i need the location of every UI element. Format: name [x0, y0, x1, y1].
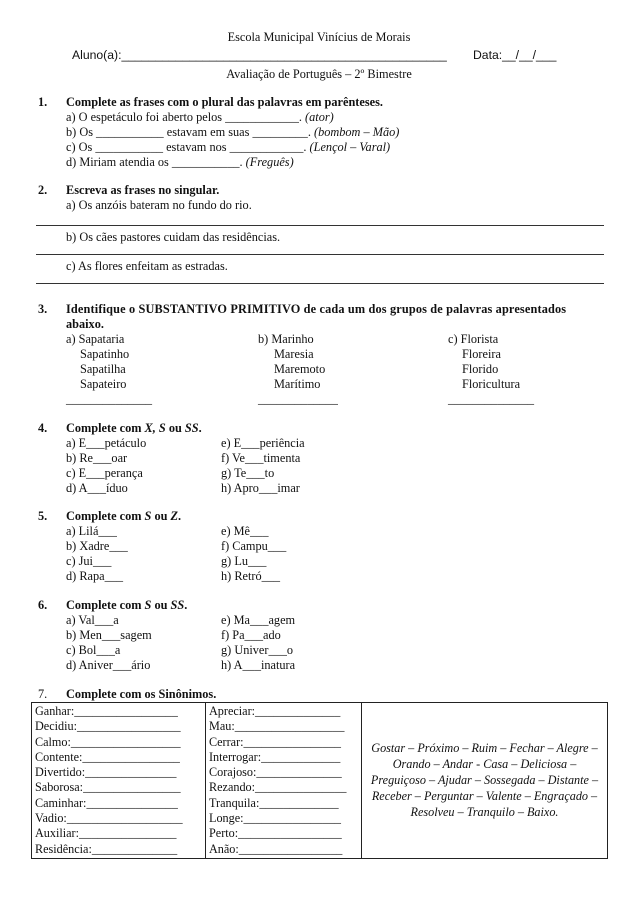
synonym-field[interactable]: Decidiu:_________________	[35, 719, 181, 734]
question-7	[38, 687, 608, 702]
question-number: 2.	[38, 183, 48, 197]
question-prompt: Escreva as frases no singular.	[66, 183, 220, 197]
q3-group-a: a) Sapataria Sapatinho Sapatilha Sapateiro ______________	[66, 332, 153, 406]
synonym-field[interactable]: Contente:________________	[35, 749, 180, 764]
q5-left-column	[66, 524, 128, 584]
synonym-field[interactable]: Corajoso:______________	[209, 765, 342, 780]
synonym-field[interactable]: Longe:________________	[209, 811, 342, 826]
fill-item[interactable]: f) Pa___ado	[221, 628, 281, 642]
question-prompt-cont: abaixo.	[66, 317, 104, 331]
fill-item[interactable]: c) E___perança	[66, 466, 143, 480]
question-number: 6.	[38, 598, 48, 612]
date-field[interactable]: Data:__/__/___	[473, 48, 557, 62]
question-prompt: Complete as frases com o plural das palavras em parênteses.	[66, 95, 383, 109]
q2-item-b: b) Os cães pastores cuidam das residências.	[66, 230, 281, 244]
question-5	[38, 509, 608, 524]
school-name: Escola Municipal Vinícius de Morais	[227, 30, 411, 44]
fill-item[interactable]: b) Men___sagem	[66, 628, 152, 642]
fill-item[interactable]: b) Re___oar	[66, 451, 128, 465]
fill-item[interactable]: d) Aniver___ário	[66, 658, 151, 672]
word-bank: Gostar – Próximo – Ruim – Fechar – Alegre – Orando – Andar - Casa – Deliciosa – Preguiçoso – Ajudar – Sossegada – Distante – Receber – Perguntar – Valente – Engraçado – Resolveu – Tranquilo – Baixo.	[362, 703, 608, 859]
fill-item[interactable]: b) Xadre___	[66, 539, 128, 553]
synonym-field[interactable]: Auxiliar:________________	[35, 826, 177, 841]
student-name-field[interactable]: Aluno(a):________________________________________________	[72, 48, 447, 62]
fill-item[interactable]: e) E___periência	[221, 436, 305, 450]
fill-item[interactable]: f) Ve___timenta	[221, 451, 301, 465]
answer-blank[interactable]: ______________	[66, 392, 153, 406]
fill-item[interactable]: a) E___petáculo	[66, 436, 147, 450]
answer-blank[interactable]: _____________	[258, 392, 338, 406]
question-number: 1.	[38, 95, 48, 109]
synonym-field[interactable]: Calmo:__________________	[35, 734, 181, 749]
fill-item[interactable]: g) Univer___o	[221, 643, 294, 657]
q1-item-c[interactable]: c) Os ___________ estavam nos ____________. (Lençol – Varal)	[66, 140, 391, 154]
question-number: 3.	[38, 302, 48, 316]
answer-line[interactable]	[36, 254, 604, 255]
answer-line[interactable]	[36, 283, 604, 284]
answer-blank[interactable]: ______________	[448, 392, 535, 406]
question-3	[38, 302, 608, 332]
fill-item[interactable]: g) Te___to	[221, 466, 275, 480]
synonyms-column-2	[206, 703, 362, 859]
fill-item[interactable]: d) A___íduo	[66, 481, 128, 495]
q6-left-column	[66, 613, 152, 673]
synonym-field[interactable]: Interrogar:_____________	[209, 749, 341, 764]
question-prompt: Complete com os Sinônimos.	[66, 687, 217, 701]
synonym-field[interactable]: Residência:______________	[35, 841, 178, 856]
q4-right-column	[221, 436, 305, 496]
evaluation-title: Avaliação de Português – 2º Bimestre	[226, 67, 412, 81]
q5-right-column	[221, 524, 286, 584]
synonym-field[interactable]: Saborosa:________________	[35, 780, 181, 795]
fill-item[interactable]: f) Campu___	[221, 539, 287, 553]
question-prompt: Complete com S ou Z.	[66, 509, 182, 523]
question-6	[38, 598, 608, 613]
synonym-field[interactable]: Perto:_________________	[209, 826, 342, 841]
q1-item-b[interactable]: b) Os ___________ estavam em suas _________. (bombom – Mão)	[66, 125, 400, 139]
synonyms-column-1	[32, 703, 206, 859]
question-number: 7.	[38, 687, 48, 701]
synonym-field[interactable]: Anão:_________________	[209, 841, 343, 856]
synonym-field[interactable]: Caminhar:_______________	[35, 795, 178, 810]
question-2	[38, 183, 608, 213]
q1-item-a[interactable]: a) O espetáculo foi aberto pelos ____________. (ator)	[66, 110, 334, 124]
synonym-field[interactable]: Divertido:_______________	[35, 765, 177, 780]
synonym-field[interactable]: Cerrar:________________	[209, 734, 342, 749]
fill-item[interactable]: c) Jui___	[66, 554, 112, 568]
q2-item-c: c) As flores enfeitam as estradas.	[66, 259, 228, 273]
question-1	[38, 95, 608, 170]
q2-item-a: a) Os anzóis bateram no fundo do rio.	[66, 198, 252, 212]
question-number: 4.	[38, 421, 48, 435]
question-number: 5.	[38, 509, 48, 523]
synonym-field[interactable]: Apreciar:______________	[209, 704, 341, 718]
fill-item[interactable]: e) Ma___agem	[221, 613, 296, 627]
synonym-field[interactable]: Rezando:_______________	[209, 780, 347, 795]
answer-line[interactable]	[36, 225, 604, 226]
fill-item[interactable]: g) Lu___	[221, 554, 267, 568]
fill-item[interactable]: e) Mê___	[221, 524, 269, 538]
fill-item[interactable]: h) Apro___imar	[221, 481, 300, 495]
synonym-field[interactable]: Mau:__________________	[209, 719, 345, 734]
fill-item[interactable]: a) Val___a	[66, 613, 119, 627]
q3-group-c: c) Florista Floreira Florido Floricultura ______________	[448, 332, 535, 406]
fill-item[interactable]: d) Rapa___	[66, 569, 124, 583]
synonyms-table	[31, 702, 608, 859]
fill-item[interactable]: h) A___inatura	[221, 658, 296, 672]
q3-group-b: b) Marinho Maresia Maremoto Marítimo _____________	[258, 332, 338, 406]
fill-item[interactable]: a) Lilá___	[66, 524, 117, 538]
synonym-field[interactable]: Vadio:___________________	[35, 811, 183, 826]
question-prompt: Complete com S ou SS.	[66, 598, 188, 612]
q1-item-d[interactable]: d) Miriam atendia os ___________. (Freguês)	[66, 155, 294, 169]
question-prompt: Identifique o SUBSTANTIVO PRIMITIVO de cada um dos grupos de palavras apresentados	[66, 302, 567, 316]
q6-right-column	[221, 613, 295, 673]
question-4	[38, 421, 608, 436]
q4-left-column	[66, 436, 146, 496]
question-prompt: Complete com X, S ou SS.	[66, 421, 202, 435]
synonym-field[interactable]: Ganhar:_________________	[35, 704, 178, 718]
fill-item[interactable]: c) Bol___a	[66, 643, 121, 657]
synonym-field[interactable]: Tranquila:_____________	[209, 795, 339, 810]
fill-item[interactable]: h) Retró___	[221, 569, 281, 583]
